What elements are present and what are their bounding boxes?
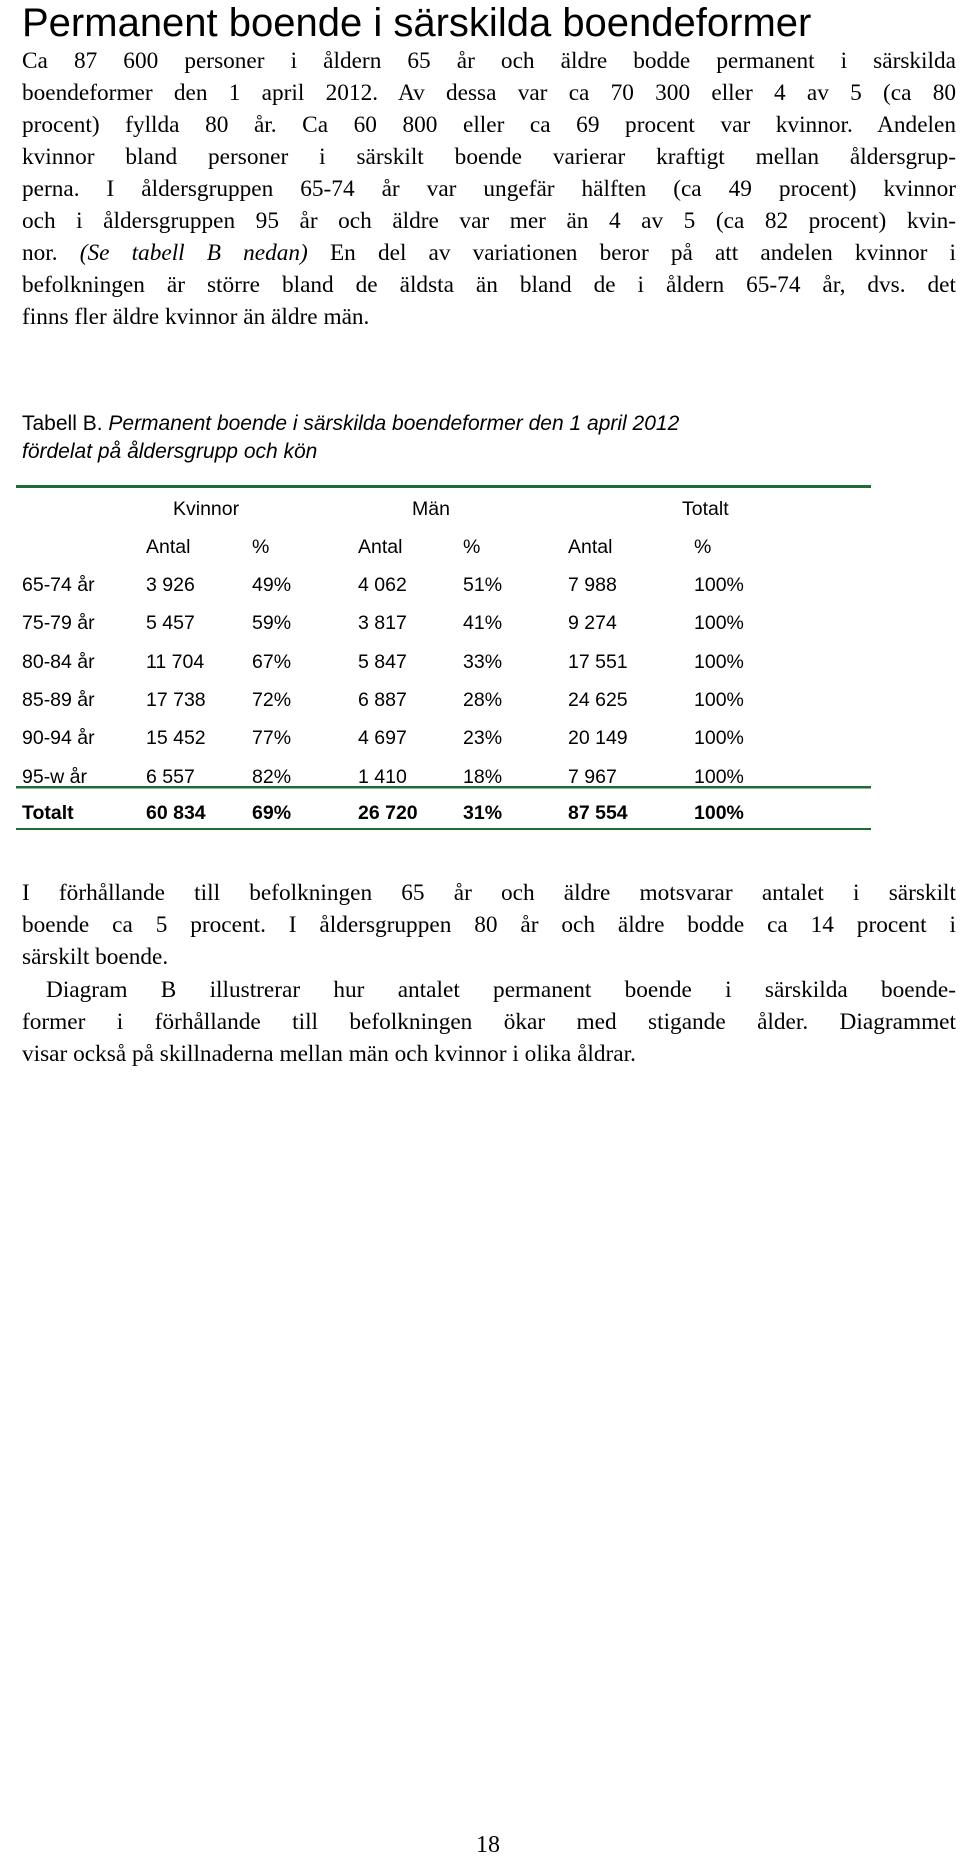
table-cell: 100% <box>694 574 744 596</box>
intro-line: procent) fyllda 80 år. Ca 60 800 eller ca 69 procent var kvinnor. Andelen <box>22 112 956 138</box>
intro-line-start: nor. <box>22 240 80 266</box>
intro-line: finns fler äldre kvinnor än äldre män. <box>22 304 370 330</box>
table-reference: (Se tabell B nedan) <box>79 240 308 266</box>
table-cell: 49% <box>252 574 292 596</box>
column-header: % <box>252 536 270 558</box>
section-heading: Permanent boende i särskilda boendeformer <box>22 1 812 45</box>
table-cell: 3 926 <box>146 574 195 596</box>
total-cell: 31% <box>463 802 503 824</box>
table-top-rule <box>16 485 871 488</box>
intro-line: boendeformer den 1 april 2012. Av dessa var ca 70 300 eller 4 av 5 (ca 80 <box>22 80 956 106</box>
table-cell: 33% <box>463 650 503 673</box>
row-label: 85-89 år <box>22 688 95 711</box>
diagram-paragraph <box>22 974 956 1070</box>
table-cell: 24 625 <box>568 688 628 711</box>
row-label: 75-79 år <box>22 612 95 635</box>
table-cell: 7 967 <box>568 765 617 788</box>
table-cell: 17 738 <box>146 688 206 711</box>
table-cell: 28% <box>463 688 503 711</box>
table-caption-title: Permanent boende i särskilda boendeformer den 1 april 2012 <box>102 412 680 435</box>
intro-line: kvinnor bland personer i särskilt boende varierar kraftigt mellan åldersgrup- <box>22 144 956 170</box>
table-cell: 77% <box>252 727 292 750</box>
row-label: 95-w år <box>22 765 88 788</box>
column-header: Antal <box>358 536 403 558</box>
intro-line: och i åldersgruppen 95 år och äldre var mer än 4 av 5 (ca 82 procent) kvin- <box>22 208 956 234</box>
para-line: Diagram B illustrerar hur antalet permanent boende i särskilda boende- <box>46 977 956 1003</box>
table-cell: 15 452 <box>146 727 206 750</box>
group-header: Män <box>412 498 450 520</box>
column-header: Antal <box>568 536 613 558</box>
population-paragraph <box>22 877 956 973</box>
table-cell: 100% <box>694 727 744 750</box>
row-label: 90-94 år <box>22 727 95 750</box>
table-cell: 20 149 <box>568 727 628 750</box>
para-line: former i förhållande till befolkningen ökar med stigande ålder. Diagrammet <box>22 1009 956 1035</box>
intro-line-with-reference <box>22 237 956 269</box>
table-cell: 100% <box>694 612 744 635</box>
para-line: särskilt boende. <box>22 944 169 970</box>
intro-paragraph <box>22 45 956 333</box>
table-cell: 6 557 <box>146 765 195 788</box>
para-line: I förhållande till befolkningen 65 år och äldre motsvarar antalet i särskilt <box>22 880 956 906</box>
table-cell: 100% <box>694 650 744 673</box>
table-cell: 23% <box>463 727 503 750</box>
table-caption-label: Tabell B. <box>22 412 103 435</box>
data-table <box>16 485 871 830</box>
column-header: % <box>463 536 481 558</box>
table-cell: 18% <box>463 765 503 788</box>
intro-line: Ca 87 600 personer i åldern 65 år och äldre bodde permanent i särskilda <box>22 48 956 74</box>
intro-line: perna. I åldersgruppen 65-74 år var ungefär hälften (ca 49 procent) kvinnor <box>22 176 956 202</box>
table-cell: 67% <box>252 650 292 673</box>
total-cell: 69% <box>252 802 292 824</box>
table-caption <box>22 410 679 466</box>
intro-line-end: En del av variationen beror på att andelen kvinnor i <box>307 240 956 266</box>
row-label: 80-84 år <box>22 650 95 673</box>
table-cell: 17 551 <box>568 650 628 673</box>
table-cell: 51% <box>463 574 503 596</box>
para-line: visar också på skillnaderna mellan män och kvinnor i olika åldrar. <box>22 1041 636 1067</box>
table-cell: 59% <box>252 612 292 635</box>
group-header: Totalt <box>682 498 729 520</box>
intro-line: befolkningen är större bland de äldsta än bland de i åldern 65-74 år, dvs. det <box>22 272 956 298</box>
column-header: Antal <box>146 536 191 558</box>
total-cell: 100% <box>694 802 744 824</box>
table-cell: 41% <box>463 612 503 635</box>
table-cell: 100% <box>694 688 744 711</box>
table-cell: 5 847 <box>358 650 407 673</box>
para-line: boende ca 5 procent. I åldersgruppen 80 år och äldre bodde ca 14 procent i <box>22 912 956 938</box>
total-cell: 60 834 <box>146 802 206 824</box>
table-cell: 11 704 <box>146 650 205 673</box>
table-cell: 7 988 <box>568 574 617 596</box>
page-number: 18 <box>476 1832 500 1858</box>
table-bottom-rule <box>16 828 871 830</box>
table-cell: 72% <box>252 688 292 711</box>
total-cell: 26 720 <box>358 802 418 824</box>
column-header: % <box>694 536 712 558</box>
row-label: 65-74 år <box>22 574 95 596</box>
total-cell: 87 554 <box>568 802 628 824</box>
table-cell: 100% <box>694 765 744 788</box>
table-cell: 82% <box>252 765 292 788</box>
table-cell: 4 697 <box>358 727 407 750</box>
table-cell: 5 457 <box>146 612 195 635</box>
group-header: Kvinnor <box>173 498 240 520</box>
table-cell: 3 817 <box>358 612 407 635</box>
table-cell: 1 410 <box>358 765 407 788</box>
table-cell: 6 887 <box>358 688 407 711</box>
table-caption-subtitle: fördelat på åldersgrupp och kön <box>22 440 318 463</box>
table-cell: 4 062 <box>358 574 407 596</box>
table-cell: 9 274 <box>568 612 617 635</box>
total-label: Totalt <box>22 802 74 824</box>
